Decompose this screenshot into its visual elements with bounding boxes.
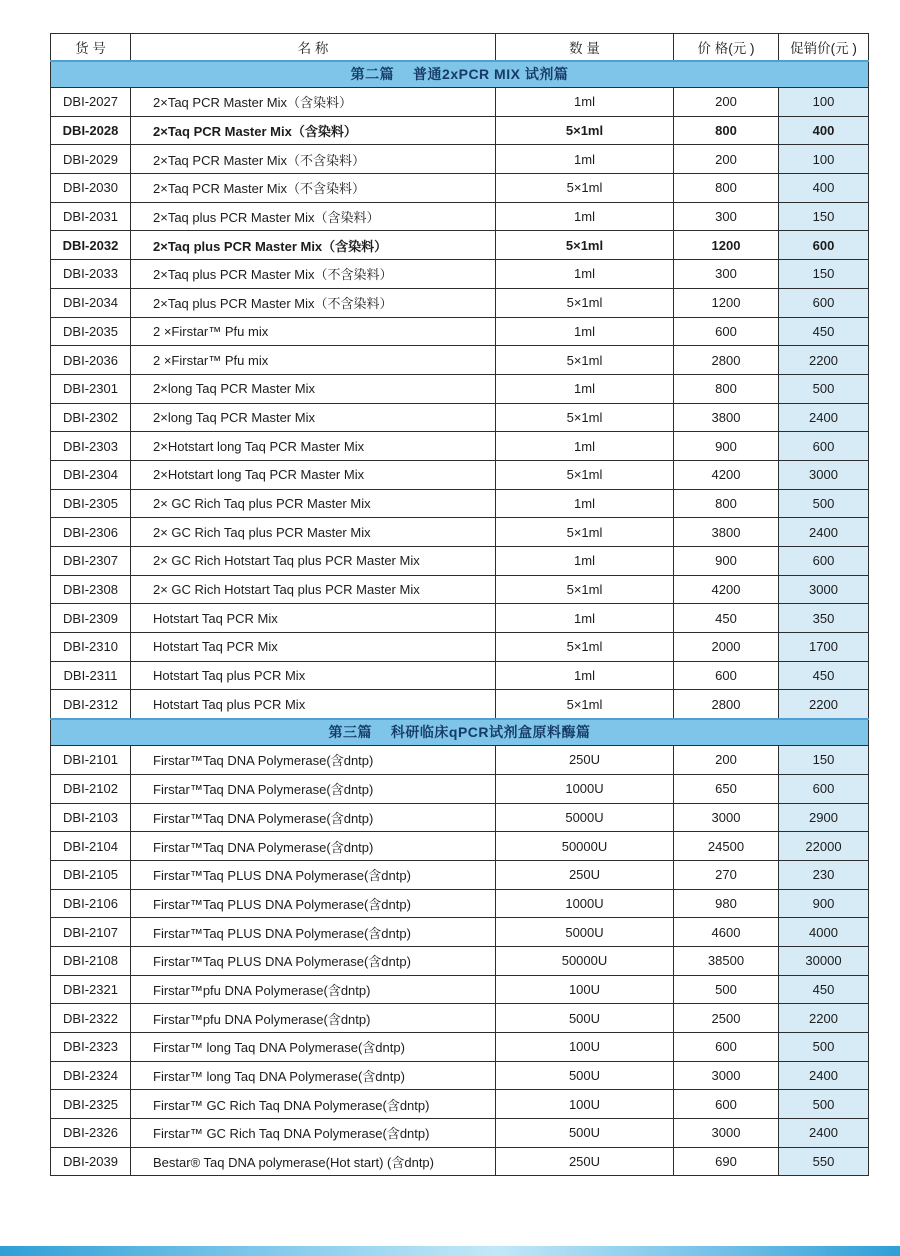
cell-promo-price: 450 xyxy=(779,975,869,1004)
cell-quantity: 1000U xyxy=(496,889,674,918)
cell-price: 200 xyxy=(674,746,779,775)
cell-price: 4600 xyxy=(674,918,779,947)
table-row xyxy=(51,116,869,145)
section-title: 第二篇 普通2xPCR MIX 试剂篇 xyxy=(51,61,869,88)
cell-quantity: 5×1ml xyxy=(496,518,674,547)
cell-promo-price: 2200 xyxy=(779,1004,869,1033)
cell-name: Firstar™pfu DNA Polymerase(含dntp) xyxy=(131,1004,496,1033)
cell-promo-price: 500 xyxy=(779,1090,869,1119)
cell-name: 2×Taq PCR Master Mix（含染料） xyxy=(131,116,496,145)
cell-name: Bestar® Taq DNA polymerase(Hot start) (含dntp) xyxy=(131,1147,496,1176)
cell-quantity: 5×1ml xyxy=(496,403,674,432)
col-header-name: 名 称 xyxy=(131,34,496,61)
cell-item-no: DBI-2103 xyxy=(51,803,131,832)
cell-name: 2×Taq PCR Master Mix（含染料） xyxy=(131,88,496,117)
cell-promo-price: 600 xyxy=(779,432,869,461)
table-row xyxy=(51,1090,869,1119)
table-row xyxy=(51,661,869,690)
cell-quantity: 1ml xyxy=(496,489,674,518)
cell-item-no: DBI-2039 xyxy=(51,1147,131,1176)
table-row xyxy=(51,460,869,489)
table-row xyxy=(51,633,869,662)
cell-quantity: 100U xyxy=(496,1090,674,1119)
cell-price: 2800 xyxy=(674,346,779,375)
section-title: 第三篇 科研临床qPCR试剂盒原料酶篇 xyxy=(51,719,869,746)
cell-price: 3800 xyxy=(674,403,779,432)
cell-item-no: DBI-2033 xyxy=(51,260,131,289)
cell-name: 2×Taq plus PCR Master Mix（含染料） xyxy=(131,202,496,231)
cell-item-no: DBI-2035 xyxy=(51,317,131,346)
cell-price: 600 xyxy=(674,661,779,690)
cell-item-no: DBI-2301 xyxy=(51,374,131,403)
cell-price: 1200 xyxy=(674,231,779,260)
cell-item-no: DBI-2312 xyxy=(51,690,131,719)
cell-quantity: 5×1ml xyxy=(496,346,674,375)
cell-promo-price: 450 xyxy=(779,661,869,690)
cell-price: 600 xyxy=(674,1090,779,1119)
table-row xyxy=(51,1004,869,1033)
cell-promo-price: 900 xyxy=(779,889,869,918)
cell-quantity: 1000U xyxy=(496,774,674,803)
cell-name: Firstar™Taq DNA Polymerase(含dntp) xyxy=(131,774,496,803)
cell-price: 650 xyxy=(674,774,779,803)
cell-quantity: 500U xyxy=(496,1119,674,1148)
table-row xyxy=(51,432,869,461)
cell-item-no: DBI-2305 xyxy=(51,489,131,518)
cell-item-no: DBI-2027 xyxy=(51,88,131,117)
cell-item-no: DBI-2029 xyxy=(51,145,131,174)
table-row xyxy=(51,1119,869,1148)
cell-quantity: 5×1ml xyxy=(496,174,674,203)
section-header-row xyxy=(51,61,869,88)
cell-item-no: DBI-2307 xyxy=(51,547,131,576)
cell-price: 800 xyxy=(674,489,779,518)
cell-name: Firstar™Taq PLUS DNA Polymerase(含dntp) xyxy=(131,889,496,918)
cell-quantity: 500U xyxy=(496,1004,674,1033)
cell-price: 270 xyxy=(674,860,779,889)
cell-name: 2× GC Rich Taq plus PCR Master Mix xyxy=(131,489,496,518)
cell-quantity: 1ml xyxy=(496,604,674,633)
cell-name: 2× GC Rich Hotstart Taq plus PCR Master Mix xyxy=(131,547,496,576)
cell-promo-price: 350 xyxy=(779,604,869,633)
table-row xyxy=(51,317,869,346)
cell-price: 300 xyxy=(674,202,779,231)
cell-name: Firstar™ GC Rich Taq DNA Polymerase(含dntp) xyxy=(131,1119,496,1148)
cell-name: Firstar™Taq PLUS DNA Polymerase(含dntp) xyxy=(131,918,496,947)
col-header-item-no: 货 号 xyxy=(51,34,131,61)
cell-price: 3000 xyxy=(674,1061,779,1090)
cell-item-no: DBI-2323 xyxy=(51,1033,131,1062)
cell-name: 2×Taq PCR Master Mix（不含染料） xyxy=(131,174,496,203)
cell-price: 3000 xyxy=(674,803,779,832)
cell-item-no: DBI-2102 xyxy=(51,774,131,803)
table-row xyxy=(51,975,869,1004)
cell-name: 2×Taq plus PCR Master Mix（含染料） xyxy=(131,231,496,260)
cell-promo-price: 2400 xyxy=(779,518,869,547)
table-header xyxy=(51,34,869,61)
cell-quantity: 5×1ml xyxy=(496,116,674,145)
cell-quantity: 5000U xyxy=(496,803,674,832)
table-row xyxy=(51,202,869,231)
cell-item-no: DBI-2105 xyxy=(51,860,131,889)
cell-name: Firstar™Taq PLUS DNA Polymerase(含dntp) xyxy=(131,860,496,889)
cell-promo-price: 600 xyxy=(779,547,869,576)
cell-promo-price: 500 xyxy=(779,489,869,518)
cell-quantity: 100U xyxy=(496,1033,674,1062)
table-row xyxy=(51,489,869,518)
cell-quantity: 1ml xyxy=(496,88,674,117)
cell-item-no: DBI-2310 xyxy=(51,633,131,662)
cell-item-no: DBI-2107 xyxy=(51,918,131,947)
cell-promo-price: 100 xyxy=(779,145,869,174)
cell-quantity: 50000U xyxy=(496,946,674,975)
cell-name: Firstar™ long Taq DNA Polymerase(含dntp) xyxy=(131,1061,496,1090)
cell-item-no: DBI-2032 xyxy=(51,231,131,260)
col-header-quantity: 数 量 xyxy=(496,34,674,61)
cell-promo-price: 400 xyxy=(779,116,869,145)
table-row xyxy=(51,946,869,975)
cell-name: Hotstart Taq PCR Mix xyxy=(131,633,496,662)
cell-promo-price: 2400 xyxy=(779,1061,869,1090)
table-row xyxy=(51,547,869,576)
cell-price: 600 xyxy=(674,1033,779,1062)
cell-promo-price: 150 xyxy=(779,746,869,775)
cell-price: 300 xyxy=(674,260,779,289)
cell-item-no: DBI-2104 xyxy=(51,832,131,861)
cell-price: 900 xyxy=(674,432,779,461)
cell-promo-price: 400 xyxy=(779,174,869,203)
cell-name: 2×Hotstart long Taq PCR Master Mix xyxy=(131,460,496,489)
cell-item-no: DBI-2326 xyxy=(51,1119,131,1148)
cell-promo-price: 600 xyxy=(779,774,869,803)
cell-quantity: 5×1ml xyxy=(496,575,674,604)
cell-item-no: DBI-2306 xyxy=(51,518,131,547)
table-body xyxy=(51,61,869,1176)
table-row xyxy=(51,288,869,317)
cell-item-no: DBI-2030 xyxy=(51,174,131,203)
cell-item-no: DBI-2031 xyxy=(51,202,131,231)
cell-price: 38500 xyxy=(674,946,779,975)
cell-promo-price: 150 xyxy=(779,202,869,231)
cell-item-no: DBI-2034 xyxy=(51,288,131,317)
cell-price: 200 xyxy=(674,145,779,174)
cell-price: 900 xyxy=(674,547,779,576)
table-row xyxy=(51,374,869,403)
section-header-row xyxy=(51,719,869,746)
cell-item-no: DBI-2303 xyxy=(51,432,131,461)
cell-item-no: DBI-2101 xyxy=(51,746,131,775)
cell-quantity: 500U xyxy=(496,1061,674,1090)
cell-quantity: 5000U xyxy=(496,918,674,947)
cell-name: 2×Taq plus PCR Master Mix（不含染料） xyxy=(131,260,496,289)
cell-item-no: DBI-2309 xyxy=(51,604,131,633)
cell-promo-price: 500 xyxy=(779,1033,869,1062)
price-table xyxy=(50,33,869,1176)
header-row xyxy=(51,34,869,61)
table-row xyxy=(51,803,869,832)
cell-quantity: 250U xyxy=(496,860,674,889)
cell-promo-price: 100 xyxy=(779,88,869,117)
cell-price: 24500 xyxy=(674,832,779,861)
table-row xyxy=(51,774,869,803)
cell-name: Firstar™pfu DNA Polymerase(含dntp) xyxy=(131,975,496,1004)
cell-price: 200 xyxy=(674,88,779,117)
cell-promo-price: 2900 xyxy=(779,803,869,832)
cell-promo-price: 2400 xyxy=(779,1119,869,1148)
cell-quantity: 100U xyxy=(496,975,674,1004)
cell-item-no: DBI-2308 xyxy=(51,575,131,604)
cell-item-no: DBI-2324 xyxy=(51,1061,131,1090)
cell-name: Firstar™Taq PLUS DNA Polymerase(含dntp) xyxy=(131,946,496,975)
table-row xyxy=(51,832,869,861)
cell-promo-price: 450 xyxy=(779,317,869,346)
table-row xyxy=(51,518,869,547)
cell-quantity: 1ml xyxy=(496,374,674,403)
cell-price: 800 xyxy=(674,174,779,203)
cell-quantity: 250U xyxy=(496,746,674,775)
cell-item-no: DBI-2028 xyxy=(51,116,131,145)
cell-price: 2500 xyxy=(674,1004,779,1033)
cell-name: Firstar™ long Taq DNA Polymerase(含dntp) xyxy=(131,1033,496,1062)
cell-promo-price: 3000 xyxy=(779,460,869,489)
cell-quantity: 1ml xyxy=(496,145,674,174)
cell-item-no: DBI-2302 xyxy=(51,403,131,432)
cell-price: 800 xyxy=(674,116,779,145)
cell-name: Firstar™Taq DNA Polymerase(含dntp) xyxy=(131,803,496,832)
cell-quantity: 50000U xyxy=(496,832,674,861)
cell-promo-price: 550 xyxy=(779,1147,869,1176)
cell-quantity: 5×1ml xyxy=(496,288,674,317)
table-row xyxy=(51,174,869,203)
table-row xyxy=(51,1147,869,1176)
col-header-price: 价 格(元 ) xyxy=(674,34,779,61)
cell-promo-price: 4000 xyxy=(779,918,869,947)
cell-price: 4200 xyxy=(674,575,779,604)
table-row xyxy=(51,860,869,889)
cell-price: 450 xyxy=(674,604,779,633)
cell-name: Firstar™Taq DNA Polymerase(含dntp) xyxy=(131,746,496,775)
table-row xyxy=(51,889,869,918)
cell-promo-price: 22000 xyxy=(779,832,869,861)
cell-item-no: DBI-2106 xyxy=(51,889,131,918)
cell-name: 2× GC Rich Taq plus PCR Master Mix xyxy=(131,518,496,547)
cell-name: 2×long Taq PCR Master Mix xyxy=(131,403,496,432)
cell-name: 2 ×Firstar™ Pfu mix xyxy=(131,317,496,346)
cell-name: 2×Taq PCR Master Mix（不含染料） xyxy=(131,145,496,174)
cell-price: 2800 xyxy=(674,690,779,719)
cell-name: Hotstart Taq plus PCR Mix xyxy=(131,661,496,690)
table-row xyxy=(51,1033,869,1062)
cell-name: 2× GC Rich Hotstart Taq plus PCR Master Mix xyxy=(131,575,496,604)
cell-quantity: 1ml xyxy=(496,547,674,576)
table-row xyxy=(51,575,869,604)
table-row xyxy=(51,918,869,947)
cell-name: 2×Hotstart long Taq PCR Master Mix xyxy=(131,432,496,461)
cell-price: 4200 xyxy=(674,460,779,489)
cell-promo-price: 150 xyxy=(779,260,869,289)
table-row xyxy=(51,604,869,633)
cell-promo-price: 2200 xyxy=(779,690,869,719)
cell-name: Hotstart Taq PCR Mix xyxy=(131,604,496,633)
cell-promo-price: 600 xyxy=(779,288,869,317)
cell-promo-price: 3000 xyxy=(779,575,869,604)
col-header-promo-price: 促销价(元 ) xyxy=(779,34,869,61)
cell-quantity: 1ml xyxy=(496,260,674,289)
cell-price: 600 xyxy=(674,317,779,346)
cell-item-no: DBI-2322 xyxy=(51,1004,131,1033)
cell-quantity: 5×1ml xyxy=(496,460,674,489)
cell-price: 2000 xyxy=(674,633,779,662)
cell-item-no: DBI-2311 xyxy=(51,661,131,690)
cell-price: 500 xyxy=(674,975,779,1004)
cell-quantity: 250U xyxy=(496,1147,674,1176)
cell-quantity: 1ml xyxy=(496,202,674,231)
table-row xyxy=(51,260,869,289)
table-row xyxy=(51,88,869,117)
cell-quantity: 5×1ml xyxy=(496,633,674,662)
cell-quantity: 1ml xyxy=(496,661,674,690)
cell-price: 3000 xyxy=(674,1119,779,1148)
table-row xyxy=(51,145,869,174)
cell-quantity: 5×1ml xyxy=(496,690,674,719)
table-row xyxy=(51,746,869,775)
cell-item-no: DBI-2304 xyxy=(51,460,131,489)
cell-promo-price: 230 xyxy=(779,860,869,889)
cell-name: Firstar™Taq DNA Polymerase(含dntp) xyxy=(131,832,496,861)
cell-price: 690 xyxy=(674,1147,779,1176)
cell-price: 1200 xyxy=(674,288,779,317)
table-row xyxy=(51,690,869,719)
cell-name: 2×Taq plus PCR Master Mix（不含染料） xyxy=(131,288,496,317)
table-row xyxy=(51,231,869,260)
cell-item-no: DBI-2036 xyxy=(51,346,131,375)
table-row xyxy=(51,1061,869,1090)
cell-quantity: 1ml xyxy=(496,432,674,461)
cell-price: 800 xyxy=(674,374,779,403)
cell-promo-price: 1700 xyxy=(779,633,869,662)
cell-name: Hotstart Taq plus PCR Mix xyxy=(131,690,496,719)
cell-price: 980 xyxy=(674,889,779,918)
cell-name: 2 ×Firstar™ Pfu mix xyxy=(131,346,496,375)
footer-gradient-bar xyxy=(0,1246,900,1256)
table-row xyxy=(51,346,869,375)
cell-item-no: DBI-2321 xyxy=(51,975,131,1004)
cell-promo-price: 30000 xyxy=(779,946,869,975)
cell-item-no: DBI-2325 xyxy=(51,1090,131,1119)
cell-quantity: 5×1ml xyxy=(496,231,674,260)
cell-price: 3800 xyxy=(674,518,779,547)
table-row xyxy=(51,403,869,432)
cell-quantity: 1ml xyxy=(496,317,674,346)
cell-promo-price: 500 xyxy=(779,374,869,403)
cell-promo-price: 600 xyxy=(779,231,869,260)
cell-promo-price: 2200 xyxy=(779,346,869,375)
cell-name: Firstar™ GC Rich Taq DNA Polymerase(含dntp) xyxy=(131,1090,496,1119)
cell-item-no: DBI-2108 xyxy=(51,946,131,975)
cell-name: 2×long Taq PCR Master Mix xyxy=(131,374,496,403)
cell-promo-price: 2400 xyxy=(779,403,869,432)
